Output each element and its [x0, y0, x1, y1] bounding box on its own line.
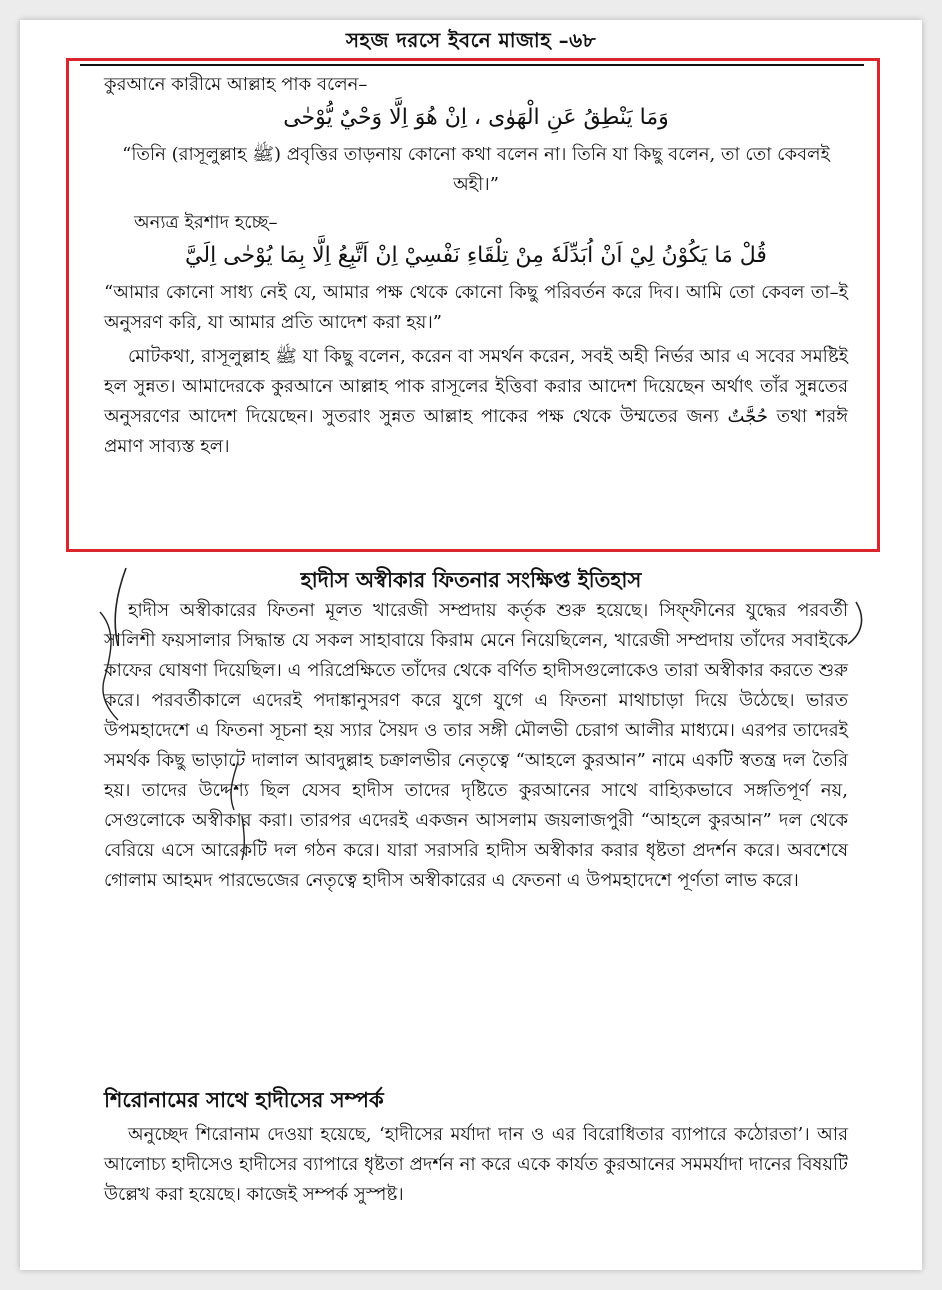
quote-2: “আমার কোনো সাধ্য নেই যে, আমার পক্ষ থেকে কোনো কিছু পরিবর্তন করে দিব। আমি তো কেবল তা–ই অনুসরণ করি, যা আমার প্রতি আদেশ করা হয়।” — [104, 282, 848, 333]
pen-bracket-right — [848, 602, 862, 644]
section-1-heading: হাদীস অস্বীকার ফিতনার সংক্ষিপ্ত ইতিহাস — [300, 567, 642, 592]
arabic-verse-2: قُلْ مَا يَكُوْنُ لِيْ اَنْ اُبَدِّلَهٗ مِنْ تِلْقَاءِ نَفْسِيْ اِنْ اَتَّبِعُ اِلَّا بِمَا يُوْحٰى اِلَيَّ — [185, 243, 767, 268]
section-2-body-container — [104, 1120, 848, 1210]
intro-line-2: অন্যত্র ইরশাদ হচ্ছে– — [134, 212, 278, 233]
section-2-heading: শিরোনামের সাথে হাদীসের সম্পর্ক — [104, 1087, 384, 1112]
running-header: সহজ দরসে ইবনে মাজাহ –৬৮ — [345, 28, 597, 52]
section-1-body-container — [104, 596, 848, 896]
quote-1: “তিনি (রাসূলুল্লাহ ﷺ) প্রবৃত্তির তাড়নায় কোনো কথা বলেন না। তিনি যা কিছু বলেন, তা তো কেবলই অহী।” — [122, 144, 830, 195]
boxed-section — [104, 70, 848, 462]
intro-line: কুরআনে কারীমে আল্লাহ পাক বলেন– — [104, 74, 368, 95]
arabic-verse-1: وَمَا يَنْطِقُ عَنِ الْهَوٰى ، اِنْ هُوَ اِلَّا وَحْيٌ يُّوْحٰى — [283, 105, 669, 130]
document-page — [20, 20, 922, 1270]
section-2-body: অনুচ্ছেদ শিরোনাম দেওয়া হয়েছে, ‘হাদীসের মর্যাদা দান ও এর বিরোধিতার ব্যাপারে কঠোরতা’। আর আলোচ্য হাদীসেও হাদীসের ব্যাপারে ধৃষ্টতা প্রদর্শন না করে একে কার্যত কুরআনের সমমর্যাদা দানের বিষয়টি উল্লেখ করা হয়েছে। কাজেই সম্পর্ক সুস্পষ্ট। — [104, 1124, 848, 1205]
summary-paragraph: মোটকথা, রাসূলুল্লাহ ﷺ যা কিছু বলেন, করেন বা সমর্থন করেন, সবই অহী নির্ভর আর এ সবের সমষ্টিই হল সুন্নত। আমাদেরকে কুরআনে আল্লাহ পাক রাসূলের ইত্তিবা করার আদেশ দিয়েছেন অর্থাৎ তাঁর সুন্নতের অনুসরণের আদেশ দিয়েছেন। সুতরাং সুন্নত আল্লাহ পাকের পক্ষ থেকে উম্মতের জন্য حُجَّتٌ তথা শরঈ প্রমাণ সাব্যস্ত হল। — [104, 346, 848, 457]
section-1-body: হাদীস অস্বীকারের ফিতনা মূলত খারেজী সম্প্রদায় কর্তৃক শুরু হয়েছে। সিফ্ফীনের যুদ্ধের পরবর্তী সালিশী ফয়সালার সিদ্ধান্ত যে সকল সাহাবায়ে কিরাম মেনে নিয়েছিলেন, খারেজী সম্প্রদায় তাঁদের সবাইকে কাফের ঘোষণা দিয়েছিল। এ পরিপ্রেক্ষিতে তাঁদের থেকে বর্ণিত হাদীসগুলোকেও তারা অস্বীকার করতে শুরু করে। পরবর্তীকালে এদেরই পদাঙ্কানুসরণ করে যুগে যুগে এ ফিতনা মাথাচাড়া দিয়ে উঠেছে। ভারত উপমহাদেশে এ ফিতনা সূচনা হয় স্যার সৈয়দ ও তার সঙ্গী মৌলভী চেরাগ আলীর মাধ্যমে। এরপর তাদেরই সমর্থক কিছু ভাড়াটে দালাল আবদুল্লাহ চক্রালভীর নেতৃত্বে “আহলে কুরআন” নামে একটি স্বতন্ত্র দল তৈরি হয়। তাদের উদ্দেশ্য ছিল যেসব হাদীস তাদের দৃষ্টিতে কুরআনের সাথে বাহ্যিকভাবে সঙ্গতিপূর্ণ নয়, সেগুলোকে অস্বীকার করা। তারপর এদেরই একজন আসলাম জয়লাজপুরী “আহলে কুরআন” দল থেকে বেরিয়ে এসে আরেকটি দল গঠন করে। যারা সরাসরি হাদীস অস্বীকার করার ধৃষ্টতা প্রদর্শন করে। অবশেষে গোলাম আহমদ পারভেজের নেতৃত্বে হাদীস অস্বীকারের এ ফেতনা এ উপমহাদেশে পূর্ণতা লাভ করে। — [104, 600, 848, 891]
